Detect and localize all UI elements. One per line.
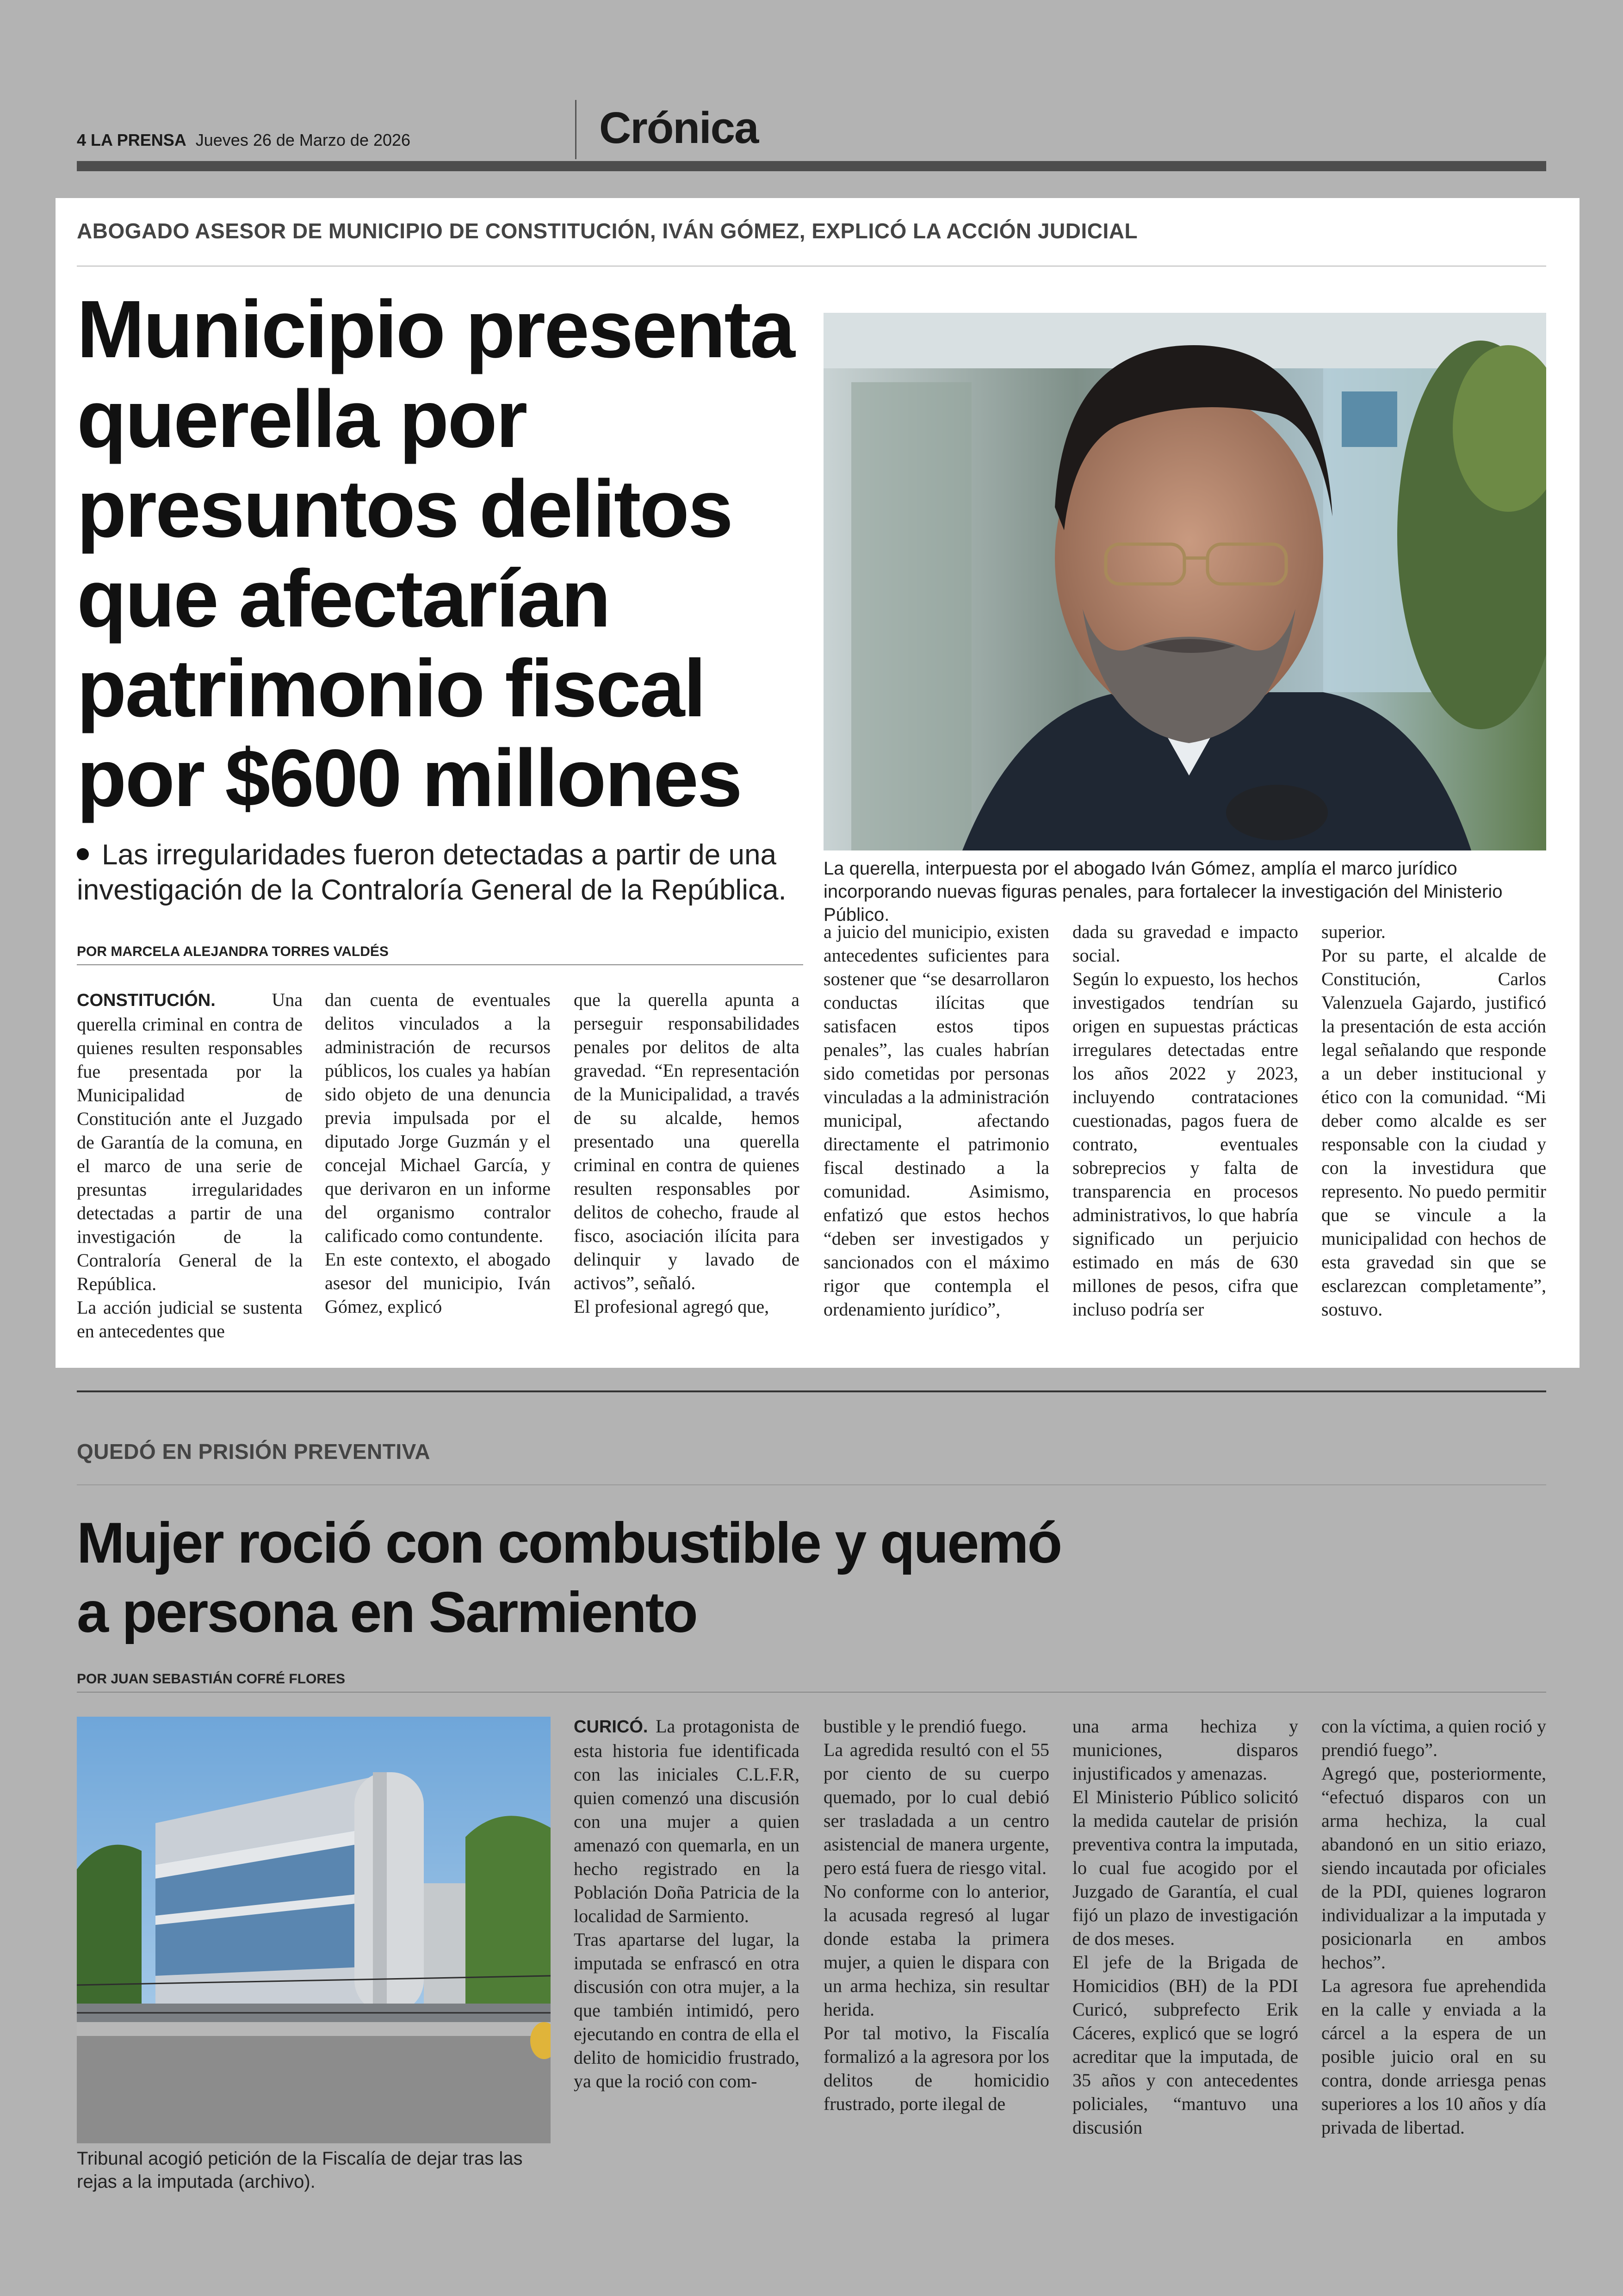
article-1-column-4: a juicio del municipio, existen antecedentes suficientes para sostener que “se desarrollaron conductas ilícitas que satisfacen estos tipos penales”, las cuales habrían sido cometidas por personas vinculadas a la administración municipal, afectando directamente el patrimonio fiscal destinado a la comunidad. Asimismo, enfatizó que estos hechos “deben ser investigados y sancionados con el máximo rigor que contempla el ordenamiento jurídico”, — [824, 921, 1049, 1320]
article-1-byline: POR MARCELA ALEJANDRA TORRES VALDÉS — [77, 944, 389, 959]
page-number: 4 — [77, 130, 87, 149]
lawyer-photo — [824, 313, 1546, 850]
article-2-column-3: una arma hechiza y municiones, disparos injustificados y amenazas. El Ministerio Público solicitó la medida cautelar de prisión preventiva contra la imputada, lo cual fue acogido por el Juzgado de Garantía, el cual fijó un plazo de investigación de dos meses. El jefe de la Brigada de Homicidios (BH) de la PDI Curicó, subprefecto Erik Cáceres, explicó que se logró acreditar que la imputada, de 35 años y con antecedentes policiales, “mantuvo una discusión — [1072, 1716, 1298, 2138]
article-1-column-3: que la querella apunta a perseguir responsabilidades penales por delitos de alta gravedad. “En representación de la Municipalidad, a través de su alcalde, hemos presentado una querella criminal en contra de quienes resulten responsables por delitos de cohecho, fraude al fisco, asociación ilícita para delinquir y lavado de activos”, señaló. El profesional agregó que, — [574, 989, 799, 1317]
article-divider — [77, 1390, 1546, 1392]
article-1-headline: Municipio presenta querella por presuntos delitos que afectarían patrimonio fiscal por $600 millones — [77, 284, 794, 824]
article-2-photo-caption: Tribunal acogió petición de la Fiscalía de dejar tras las rejas a la imputada (archivo). — [77, 2148, 523, 2192]
bullet-icon — [77, 848, 89, 860]
byline-rule — [77, 964, 803, 965]
article-2-column-2: bustible y le prendió fuego. La agredida resultó con el 55 por ciento de su cuerpo quemado, por lo cual debió ser trasladada a un centro asistencial de manera urgente, pero está fuera de riesgo vital. No conforme con lo anterior, la acusada regresó al lugar donde estaba la primera mujer, a quien le dispara con un arma hechiza, sin resultar herida. Por tal motivo, la Fiscalía formalizó a la agresora por los delitos de homicidio frustrado, porte ilegal de — [824, 1716, 1049, 2114]
deck-text: Las irregularidades fueron detectadas a partir de una investigación de la Contraloría General de la República. — [77, 839, 787, 906]
kicker-rule — [77, 266, 1546, 267]
article-2-column-4: con la víctima, a quien roció y prendió fuego”. Agregó que, posteriormente, “efectuó disparos con un arma hechiza, la cual abandonó en un sitio eriazo, siendo incautada por oficiales de la PDI, quienes lograron individualizar a la imputada y posicionarla en ambos hechos”. La agresora fue aprehendida en la calle y enviada a la cárcel a la espera de un posible juicio oral en su contra, donde arriesga penas superiores a los 10 años y día privada de libertad. — [1321, 1716, 1546, 2138]
dateline: CONSTITUCIÓN. — [77, 991, 216, 1010]
dateline-2: CURICÓ. — [574, 1717, 648, 1737]
column-text: Una querella criminal en contra de quienes resulten responsables fue presentada por la Municipalidad de Constitución ante el Juzgado de Garantía de la comuna, en el marco de una serie de presuntas irregularidades detectadas a partir de una investigación de la Contraloría General de la República. La acción judicial se sustenta en antecedentes que — [77, 989, 303, 1341]
article-1-kicker: ABOGADO ASESOR DE MUNICIPIO DE CONSTITUCIÓN, IVÁN GÓMEZ, EXPLICÓ LA ACCIÓN JUDICIAL — [77, 219, 1138, 243]
article-1-column-6: superior. Por su parte, el alcalde de Constitución, Carlos Valenzuela Gajardo, justificó la presentación de esta acción legal señalando que responde a un deber institucional y ético con la comunidad. “Mi deber como alcalde es ser responsable con la ciudad y con la investidura que represento. No puedo permitir que se vincule a la municipalidad con hechos de esta gravedad sin que se esclarezcan completamente”, sostuvo. — [1321, 921, 1546, 1320]
article-1-photo-caption: La querella, interpuesta por el abogado Iván Gómez, amplía el marco jurídico incorporando nuevas figuras penales, para fortalecer la investigación del Ministerio Público. — [824, 858, 1503, 925]
article-1-column-1 — [77, 988, 303, 1343]
courthouse-photo — [77, 1717, 551, 2143]
article-2-kicker: QUEDÓ EN PRISIÓN PREVENTIVA — [77, 1440, 431, 1464]
paper-name: LA PRENSA — [91, 130, 186, 149]
article-1-column-5: dada su gravedad e impacto social. Según lo expuesto, los hechos investigados tendrían su origen en supuestas prácticas irregulares detectadas entre los años 2022 y 2023, incluyendo contrataciones cuestionadas, pagos fuera de contrato, eventuales sobreprecios y falta de transparencia en procesos administrativos, lo que habría significado un perjuicio estimado en más de 630 millones de pesos, cifra que incluso podría ser — [1072, 921, 1298, 1320]
article-2-column-1 — [574, 1714, 799, 2093]
article-2-headline: Mujer roció con combustible y quemó a persona en Sarmiento — [77, 1511, 1061, 1644]
article-1-deck — [77, 838, 799, 908]
kicker-rule-2 — [77, 1484, 1546, 1485]
lawyer-photo-illustration — [824, 313, 1546, 850]
issue-date: Jueves 26 de Marzo de 2026 — [195, 130, 411, 149]
folio — [77, 130, 410, 150]
section-title: Crónica — [599, 103, 758, 153]
article-2-byline: POR JUAN SEBASTIÁN COFRÉ FLORES — [77, 1671, 346, 1687]
byline-rule-2 — [77, 1692, 1546, 1693]
courthouse-illustration — [77, 1717, 551, 2143]
header-divider — [575, 100, 576, 159]
article-1-column-2: dan cuenta de eventuales delitos vinculados a la administración de recursos públicos, los cuales ya habían sido objeto de una denuncia previa impulsada por el diputado Jorge Guzmán y el concejal Michael García, y que derivaron en un informe del organismo contralor calificado como contundente. En este contexto, el abogado asesor del municipio, Iván Gómez, explicó — [325, 989, 551, 1317]
column-text: La protagonista de esta historia fue identificada con las iniciales C.L.F.R, quien comenzó una discusión con una mujer a quien amenazó con quemarla, en un hecho registrado en la Población Doña Patricia de la localidad de Sarmiento. Tras apartarse del lugar, la imputada se enfrascó en otra discusión con otra mujer, a la que también intimidó, pero ejecutando en contra de ella el delito de homicidio frustrado, ya que la roció con com- — [574, 1716, 799, 2091]
header-bar — [77, 161, 1546, 171]
